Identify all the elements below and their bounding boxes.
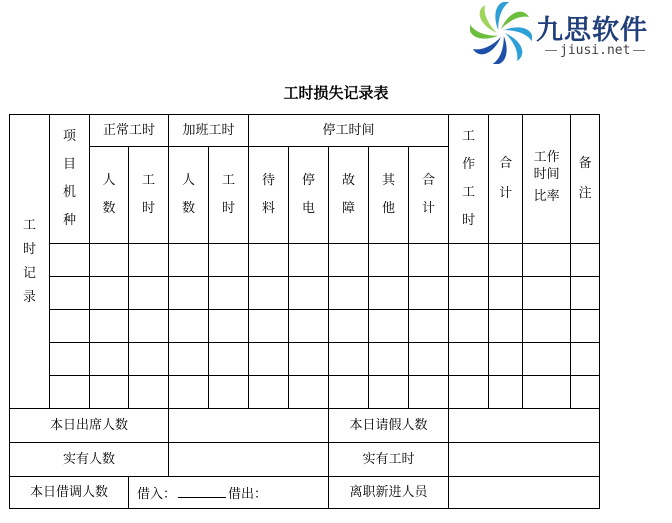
other-cell: [369, 147, 409, 244]
header-row-1: [10, 115, 600, 147]
table-row: [10, 277, 600, 310]
normal-hours-subheader: 工时: [141, 173, 155, 216]
other-header: 其他: [382, 173, 396, 216]
power-outage-header: 停电: [302, 173, 316, 216]
ot-hours-cell: [209, 147, 249, 244]
work-hours-header-cell: [449, 115, 489, 244]
waiting-header: 待料: [262, 173, 276, 216]
ot-hours-header: 工时: [222, 173, 236, 216]
overtime-header: 加班工时: [169, 115, 249, 147]
resign-new-value[interactable]: [449, 477, 600, 509]
normal-people-header: 人数: [102, 173, 116, 216]
ot-people-header: 人数: [182, 173, 196, 216]
footer-row-transfer: [10, 477, 600, 509]
remark-header: 备注: [578, 156, 592, 201]
subtotal-cell: [409, 147, 449, 244]
footer-row-attendance: [10, 409, 600, 443]
brand-logo: [470, 2, 670, 68]
table-row: [10, 310, 600, 343]
actual-people-label: 实有人数: [10, 443, 169, 477]
item-header: 项目机种: [62, 129, 76, 228]
total-header-cell: [489, 115, 523, 244]
waiting-cell: [249, 147, 289, 244]
subtotal-header: 合计: [422, 173, 436, 216]
work-hours-header: 工作工时: [462, 129, 476, 228]
remark-header-cell: [571, 115, 600, 244]
stop-time-header: 停工时间: [249, 115, 449, 147]
power-cell: [289, 147, 329, 244]
footer-row-actual: [10, 443, 600, 477]
side-label: 工时记录: [22, 217, 36, 305]
actual-people-value[interactable]: [169, 443, 329, 477]
table-row: [10, 376, 600, 409]
borrow-out-label: 借出：: [228, 486, 268, 502]
side-label-cell: [10, 115, 50, 409]
leave-label: 本日请假人数: [329, 409, 449, 443]
attendance-label: 本日出席人数: [10, 409, 169, 443]
fault-cell: [329, 147, 369, 244]
actual-hours-label: 实有工时: [329, 443, 449, 477]
fault-header: 故障: [342, 173, 356, 216]
leave-value[interactable]: [449, 409, 600, 443]
ratio-header-line1: 工作: [533, 149, 560, 165]
form-title: 工时损失记录表: [283, 84, 389, 102]
table-row: [10, 244, 600, 277]
normal-hours-header: 正常工时: [90, 115, 169, 147]
table-row: [10, 343, 600, 376]
normal-people-cell: [90, 147, 129, 244]
borrow-cell[interactable]: [129, 477, 329, 509]
ratio-header-line2: 时间比率: [533, 166, 560, 204]
ot-people-cell: [169, 147, 209, 244]
actual-hours-value[interactable]: [449, 443, 600, 477]
brand-name: 九思软件: [536, 15, 648, 46]
labor-loss-table: [9, 114, 600, 509]
normal-hours-cell: [129, 147, 169, 244]
borrow-in-label: 借入：: [137, 486, 177, 502]
pinwheel-logo-icon: [470, 2, 532, 64]
total-header: 合计: [499, 156, 513, 201]
attendance-value[interactable]: [169, 409, 329, 443]
borrow-in-blank[interactable]: [178, 485, 226, 498]
ratio-header-cell: [523, 115, 571, 244]
brand-domain: jiusi.net: [542, 43, 648, 58]
transfer-label: 本日借调人数: [10, 477, 129, 509]
resign-new-label: 离职新进人员: [329, 477, 449, 509]
item-header-cell: [50, 115, 90, 244]
